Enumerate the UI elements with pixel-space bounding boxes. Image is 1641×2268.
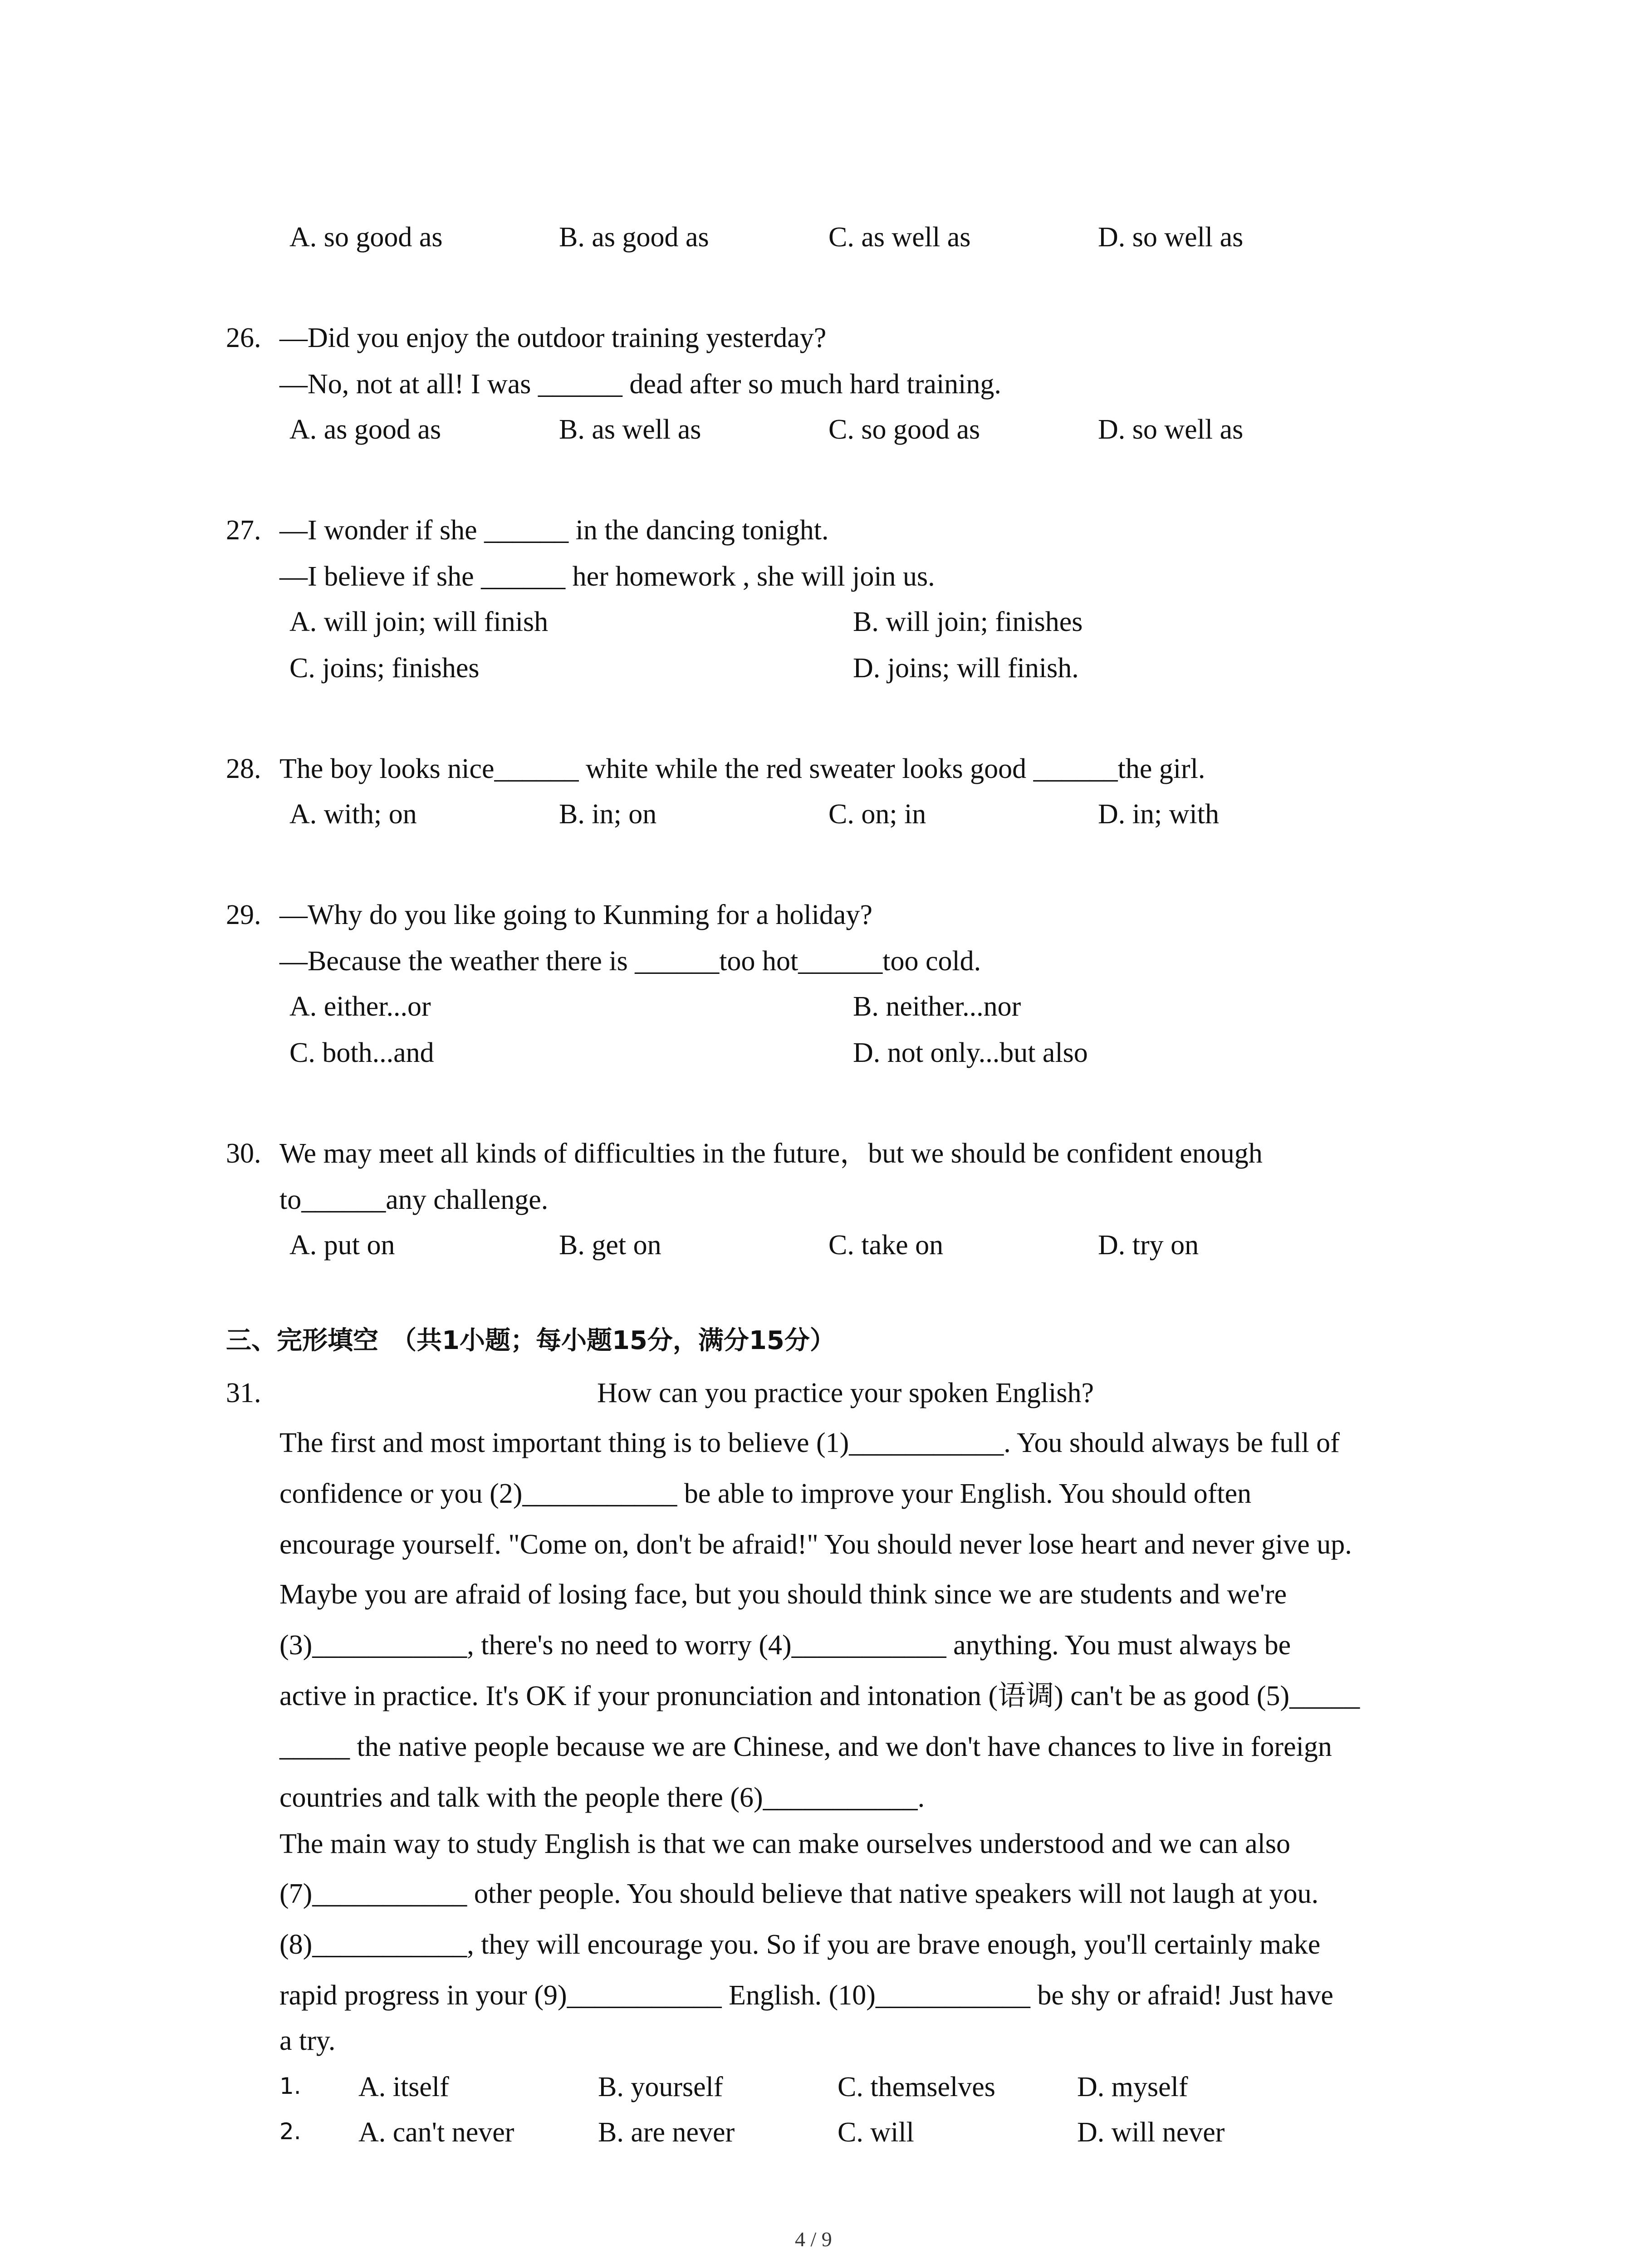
question-line: to______any challenge. <box>279 1184 549 1215</box>
q30-option-c: C. take on <box>828 1230 944 1261</box>
question-number: 31. <box>226 1378 261 1408</box>
question-number: 26. <box>226 323 261 353</box>
q28-option-c: C. on; in <box>828 799 926 830</box>
q26-option-d: D. so well as <box>1098 414 1244 445</box>
question-line: —No, not at all! I was ______ dead after so much hard training. <box>279 369 1001 400</box>
sub2-option-c: C. will <box>838 2117 914 2148</box>
question-line: The boy looks nice______ white while the red sweater looks good ______the girl. <box>279 753 1205 784</box>
q29-option-c: C. both...and <box>289 1037 434 1068</box>
sub2-option-a: A. can't never <box>358 2117 514 2148</box>
page-number: 4 / 9 <box>795 2228 832 2251</box>
q25-option-d: D. so well as <box>1098 222 1244 253</box>
q26-option-b: B. as well as <box>559 414 701 445</box>
sub2-option-d: D. will never <box>1077 2117 1225 2148</box>
q28-option-d: D. in; with <box>1098 799 1219 830</box>
question-line: —Why do you like going to Kunming for a holiday? <box>279 899 872 930</box>
sub1-option-b: B. yourself <box>598 2072 723 2102</box>
q27-option-c: C. joins; finishes <box>289 653 480 684</box>
passage-line: The main way to study English is that we can make ourselves understood and we can also <box>279 1828 1291 1859</box>
question-line: —Because the weather there is ______too hot______too cold. <box>279 946 981 977</box>
q27-option-a: A. will join; will finish <box>289 606 549 637</box>
q30-option-a: A. put on <box>289 1230 395 1261</box>
passage-line: (7)___________ other people. You should believe that native speakers will not laugh at you. <box>279 1878 1319 1909</box>
passage-line: rapid progress in your (9)___________ English. (10)___________ be shy or afraid! Just have <box>279 1980 1333 2011</box>
sub2-option-b: B. are never <box>598 2117 735 2148</box>
subquestion-number: 1. <box>279 2073 301 2099</box>
sub1-option-d: D. myself <box>1077 2072 1188 2102</box>
q28-option-a: A. with; on <box>289 799 417 830</box>
q27-option-b: B. will join; finishes <box>853 606 1083 637</box>
q29-option-b: B. neither...nor <box>853 991 1021 1022</box>
passage-line: The first and most important thing is to believe (1)___________. You should always be full of <box>279 1427 1340 1458</box>
question-line: We may meet all kinds of difficulties in the future，but we should be confident enough <box>279 1138 1263 1169</box>
passage-line: active in practice. It's OK if your pronunciation and intonation (语调) can't be as good (5)_____ <box>279 1681 1360 1711</box>
passage-line: a try. <box>279 2025 336 2056</box>
section-title: 三、完形填空 （共1小题；每小题15分，满分15分） <box>226 1326 835 1355</box>
q28-option-b: B. in; on <box>559 799 657 830</box>
passage-line: _____ the native people because we are Chinese, and we don't have chances to live in foreign <box>279 1731 1332 1762</box>
passage-line: confidence or you (2)___________ be able to improve your English. You should often <box>279 1478 1252 1509</box>
question-line: —Did you enjoy the outdoor training yesterday? <box>279 323 827 353</box>
passage-line: encourage yourself. "Come on, don't be afraid!" You should never lose heart and never give up. <box>279 1529 1352 1560</box>
subquestion-number: 2. <box>279 2118 301 2145</box>
question-line: —I wonder if she ______ in the dancing tonight. <box>279 515 829 546</box>
sub1-option-a: A. itself <box>358 2072 449 2102</box>
passage-title: How can you practice your spoken English? <box>597 1378 1094 1408</box>
q29-option-a: A. either...or <box>289 991 431 1022</box>
q25-option-a: A. so good as <box>289 222 443 253</box>
question-number: 29. <box>226 899 261 930</box>
q30-option-d: D. try on <box>1098 1230 1199 1261</box>
passage-line: (3)___________, there's no need to worry (4)___________ anything. You must always be <box>279 1630 1291 1661</box>
q25-option-c: C. as well as <box>828 222 971 253</box>
question-line: —I believe if she ______ her homework , she will join us. <box>279 561 935 592</box>
question-number: 27. <box>226 515 261 546</box>
sub1-option-c: C. themselves <box>838 2072 995 2102</box>
q30-option-b: B. get on <box>559 1230 661 1261</box>
question-number: 30. <box>226 1138 261 1169</box>
passage-line: Maybe you are afraid of losing face, but you should think since we are students and we're <box>279 1579 1287 1610</box>
q27-option-d: D. joins; will finish. <box>853 653 1079 684</box>
passage-line: countries and talk with the people there (6)___________. <box>279 1782 925 1813</box>
passage-line: (8)___________, they will encourage you. So if you are brave enough, you'll certainly make <box>279 1929 1321 1960</box>
q26-option-a: A. as good as <box>289 414 441 445</box>
q29-option-d: D. not only...but also <box>853 1037 1088 1068</box>
q25-option-b: B. as good as <box>559 222 709 253</box>
q26-option-c: C. so good as <box>828 414 980 445</box>
question-number: 28. <box>226 753 261 784</box>
